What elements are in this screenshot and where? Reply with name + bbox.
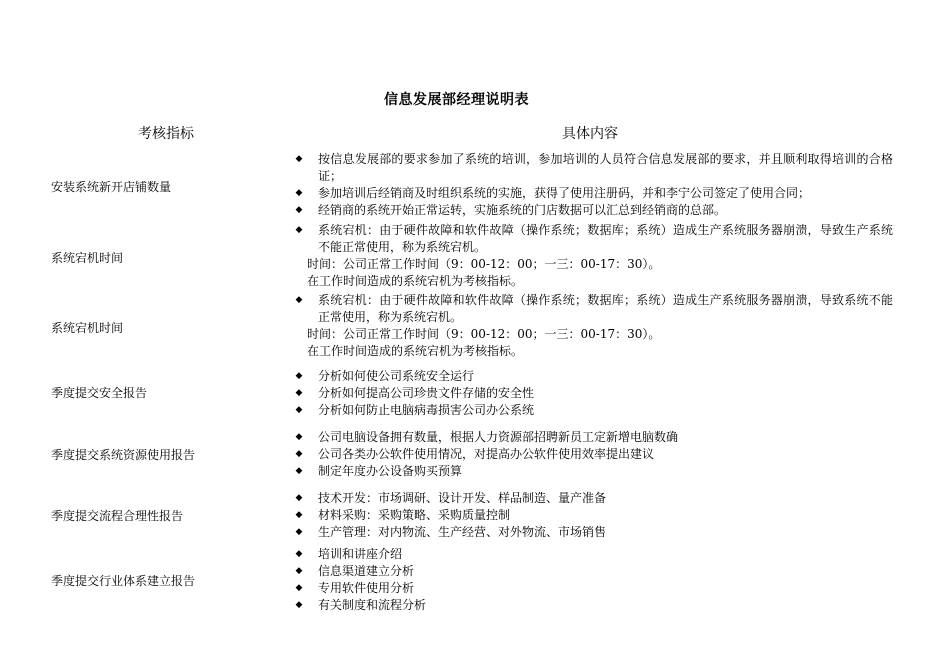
row-content xyxy=(293,292,893,360)
bullet-item xyxy=(293,222,893,256)
bullet-text: 系统宕机：由于硬件故障和软件故障（操作系统；数据库；系统）造成生产系统服务器崩溃，导致生产系统不能正常使用，称为系统宕机。 xyxy=(318,223,893,254)
diamond-bullet-icon: ◆ xyxy=(295,527,303,537)
plain-line: 时间：公司正常工作时间（9：00-12：00；一三：00-17：30）。 xyxy=(307,257,661,271)
diamond-bullet-icon: ◆ xyxy=(295,466,303,476)
bullet-text: 公司各类办公软件使用情况，对提高办公软件使用效率提出建议 xyxy=(318,447,655,461)
bullet-text: 培训和讲座介绍 xyxy=(318,547,403,561)
diamond-bullet-icon: ◆ xyxy=(295,493,303,503)
bullet-item xyxy=(293,580,893,597)
row-label: 季度提交流程合理性报告 xyxy=(51,509,184,523)
row-label: 安装系统新开店铺数量 xyxy=(51,180,172,194)
bullet-text: 制定年度办公设备购买预算 xyxy=(318,464,463,478)
bullet-text: 按信息发展部的要求参加了系统的培训，参加培训的人员符合信息发展部的要求，并且顺利取得培训的合格证； xyxy=(318,152,893,183)
diamond-bullet-icon: ◆ xyxy=(295,510,303,520)
bullet-item xyxy=(293,185,893,202)
diamond-bullet-icon: ◆ xyxy=(295,432,303,442)
bullet-item xyxy=(293,202,893,219)
bullet-text: 信息渠道建立分析 xyxy=(318,564,415,578)
row-label: 季度提交安全报告 xyxy=(51,386,148,400)
bullet-text: 经销商的系统开始正常运转，实施系统的门店数据可以汇总到经销商的总部。 xyxy=(318,203,727,217)
bullet-text: 有关制度和流程分析 xyxy=(318,598,427,612)
plain-line: 在工作时间造成的系统宕机为考核指标。 xyxy=(307,344,524,358)
bullet-item xyxy=(293,463,893,480)
diamond-bullet-icon: ◆ xyxy=(295,583,303,593)
bullet-item xyxy=(293,524,893,541)
diamond-bullet-icon: ◆ xyxy=(295,405,303,415)
row-label: 季度提交行业体系建立报告 xyxy=(51,574,196,588)
document-title: 信息发展部经理说明表 xyxy=(384,92,529,108)
diamond-bullet-icon: ◆ xyxy=(295,295,303,305)
bullet-text: 技术开发：市场调研、设计开发、样品制造、量产准备 xyxy=(318,491,607,505)
bullet-item xyxy=(293,402,893,419)
row-content xyxy=(293,151,893,219)
diamond-bullet-icon: ◆ xyxy=(295,225,303,235)
header-content: 具体内容 xyxy=(562,126,618,142)
bullet-item xyxy=(293,292,893,326)
diamond-bullet-icon: ◆ xyxy=(295,205,303,215)
diamond-bullet-icon: ◆ xyxy=(295,188,303,198)
row-label: 系统宕机时间 xyxy=(51,321,124,335)
bullet-item xyxy=(293,446,893,463)
plain-line: 时间：公司正常工作时间（9：00-12：00；一三：00-17：30）。 xyxy=(307,327,661,341)
bullet-text: 材料采购：采购策略、采购质量控制 xyxy=(318,508,511,522)
bullet-item xyxy=(293,151,893,185)
bullet-item xyxy=(293,546,893,563)
diamond-bullet-icon: ◆ xyxy=(295,449,303,459)
row-content xyxy=(293,490,893,541)
row-content xyxy=(293,368,893,419)
bullet-text: 生产管理：对内物流、生产经营、对外物流、市场销售 xyxy=(318,525,607,539)
diamond-bullet-icon: ◆ xyxy=(295,566,303,576)
plain-line: 在工作时间造成的系统宕机为考核指标。 xyxy=(307,274,524,288)
bullet-text: 专用软件使用分析 xyxy=(318,581,415,595)
diamond-bullet-icon: ◆ xyxy=(295,600,303,610)
bullet-item xyxy=(293,490,893,507)
diamond-bullet-icon: ◆ xyxy=(295,154,303,164)
row-content xyxy=(293,546,893,614)
bullet-text: 分析如何使公司系统安全运行 xyxy=(318,369,475,383)
row-content xyxy=(293,429,893,480)
bullet-text: 分析如何提高公司珍贵文件存储的安全性 xyxy=(318,386,535,400)
bullet-item xyxy=(293,368,893,385)
bullet-item xyxy=(293,597,893,614)
row-content xyxy=(293,222,893,290)
bullet-item xyxy=(293,563,893,580)
bullet-item xyxy=(293,385,893,402)
row-label: 季度提交系统资源使用报告 xyxy=(51,448,196,462)
diamond-bullet-icon: ◆ xyxy=(295,549,303,559)
bullet-item xyxy=(293,507,893,524)
bullet-text: 公司电脑设备拥有数量，根据人力资源部招聘新员工定新增电脑数确 xyxy=(318,430,679,444)
bullet-text: 分析如何防止电脑病毒损害公司办公系统 xyxy=(318,403,535,417)
bullet-text: 参加培训后经销商及时组织系统的实施，获得了使用注册码，并和李宁公司签定了使用合同； xyxy=(318,186,811,200)
bullet-text: 系统宕机：由于硬件故障和软件故障（操作系统；数据库；系统）造成生产系统服务器崩溃，导致系统不能正常使用，称为系统宕机。 xyxy=(318,293,893,324)
row-label: 系统宕机时间 xyxy=(51,251,124,265)
bullet-item xyxy=(293,429,893,446)
header-indicator: 考核指标 xyxy=(138,126,194,142)
diamond-bullet-icon: ◆ xyxy=(295,371,303,381)
diamond-bullet-icon: ◆ xyxy=(295,388,303,398)
